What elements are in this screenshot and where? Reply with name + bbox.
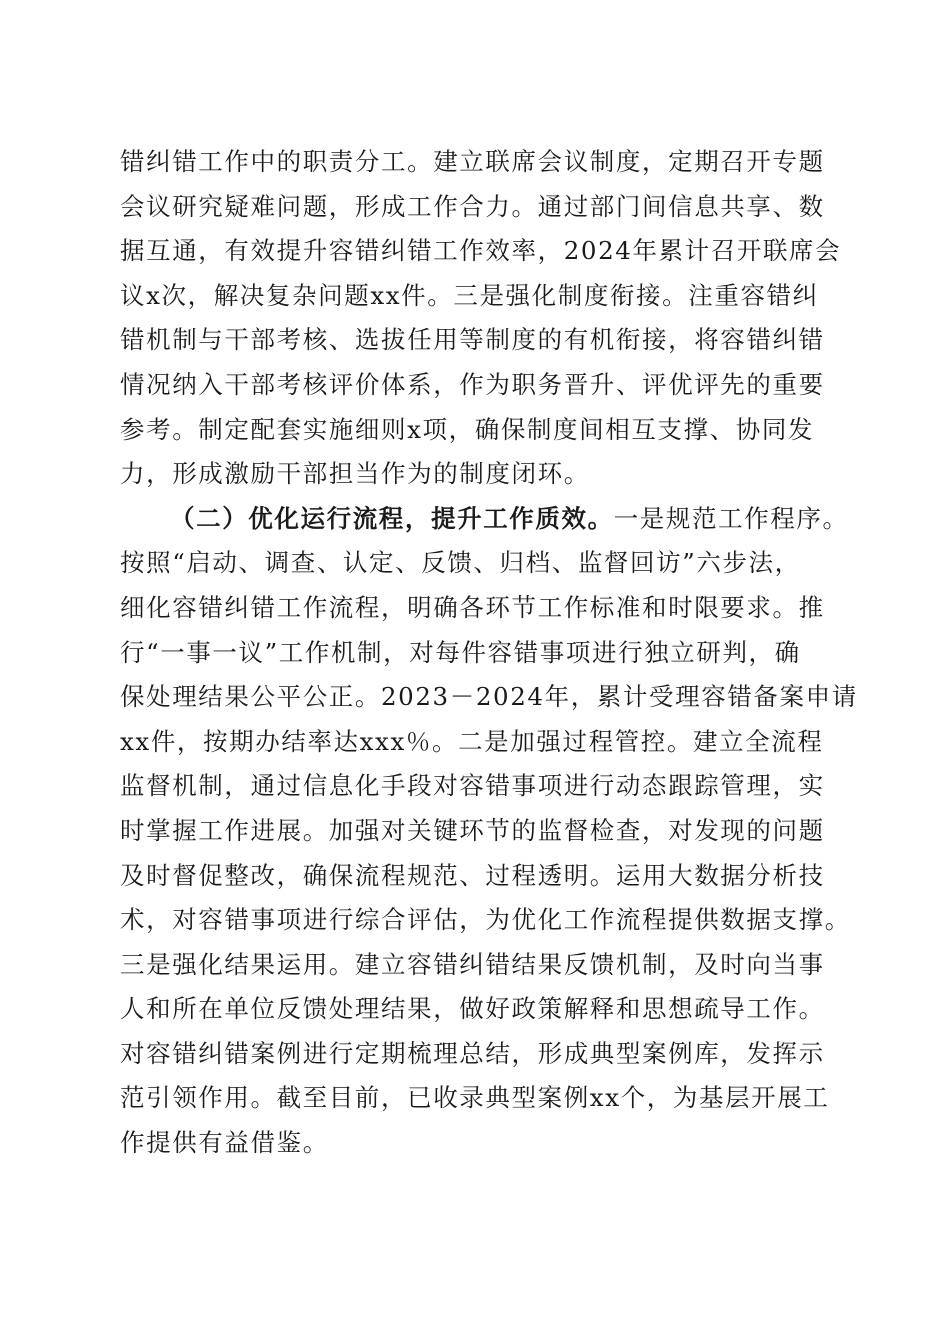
paragraph-2-line: 行“一事一议”工作机制，对每件容错事项进行独立研判，确 <box>120 637 801 667</box>
section-heading: （二）优化运行流程，提升工作质效。 <box>170 503 614 533</box>
paragraph-2-line: xx件，按期办结率达xxx％。二是加强过程管控。建立全流程 <box>120 726 824 756</box>
paragraph-2-line: 对容错纠错案例进行定期梳理总结，形成典型案例库，发挥示 <box>120 1038 825 1068</box>
paragraph-2-line: 作提供有益借鉴。 <box>120 1128 329 1158</box>
paragraph-2-line: 保处理结果公平公正。2023－2024年，累计受理容错备案申请 <box>120 682 858 712</box>
paragraph-2-line: 范引领作用。截至目前，已收录典型案例xx个，为基层开展工 <box>120 1083 830 1113</box>
paragraph-1-line: 情况纳入干部考核评价体系，作为职务晋升、评优评先的重要 <box>120 369 825 399</box>
paragraph-1-line: 力，形成激励干部担当作为的制度闭环。 <box>120 459 590 489</box>
paragraph-1-line: 错机制与干部考核、选拔任用等制度的有机衔接，将容错纠错 <box>120 325 825 355</box>
paragraph-2-line: 三是强化结果运用。建立容错纠错结果反馈机制，及时向当事 <box>120 949 825 979</box>
paragraph-1-line: 参考。制定配套实施细则x项，确保制度间相互支撑、协同发 <box>120 414 815 444</box>
paragraph-1-line: 错纠错工作中的职责分工。建立联席会议制度，定期召开专题 <box>120 147 825 176</box>
paragraph-2-first-line <box>120 497 849 542</box>
paragraph-1-line: 据互通，有效提升容错纠错工作效率，2024年累计召开联席会 <box>120 236 842 266</box>
paragraph-1-line: 议x次，解决复杂问题xx件。三是强化制度衔接。注重容错纠 <box>120 280 819 310</box>
paragraph-2-line: 术，对容错事项进行综合评估，为优化工作流程提供数据支撑。 <box>120 905 851 935</box>
paragraph-1-line: 会议研究疑难问题，形成工作合力。通过部门间信息共享、数 <box>120 191 825 221</box>
paragraph-2-line: 人和所在单位反馈处理结果，做好政策解释和思想疏导工作。 <box>120 994 825 1024</box>
document-body <box>120 140 858 1166</box>
paragraph-2-line: 细化容错纠错工作流程，明确各环节工作标准和时限要求。推 <box>120 592 825 622</box>
paragraph-2-first-line-text: 一是规范工作程序。 <box>613 503 849 533</box>
paragraph-2-line: 时掌握工作进展。加强对关键环节的监督检查，对发现的问题 <box>120 815 825 845</box>
paragraph-2-line: 监督机制，通过信息化手段对容错事项进行动态跟踪管理，实 <box>120 771 825 801</box>
paragraph-2-line: 按照“启动、调查、认定、反馈、归档、监督回访”六步法， <box>120 548 801 578</box>
paragraph-2-line: 及时督促整改，确保流程规范、过程透明。运用大数据分析技 <box>120 860 825 890</box>
